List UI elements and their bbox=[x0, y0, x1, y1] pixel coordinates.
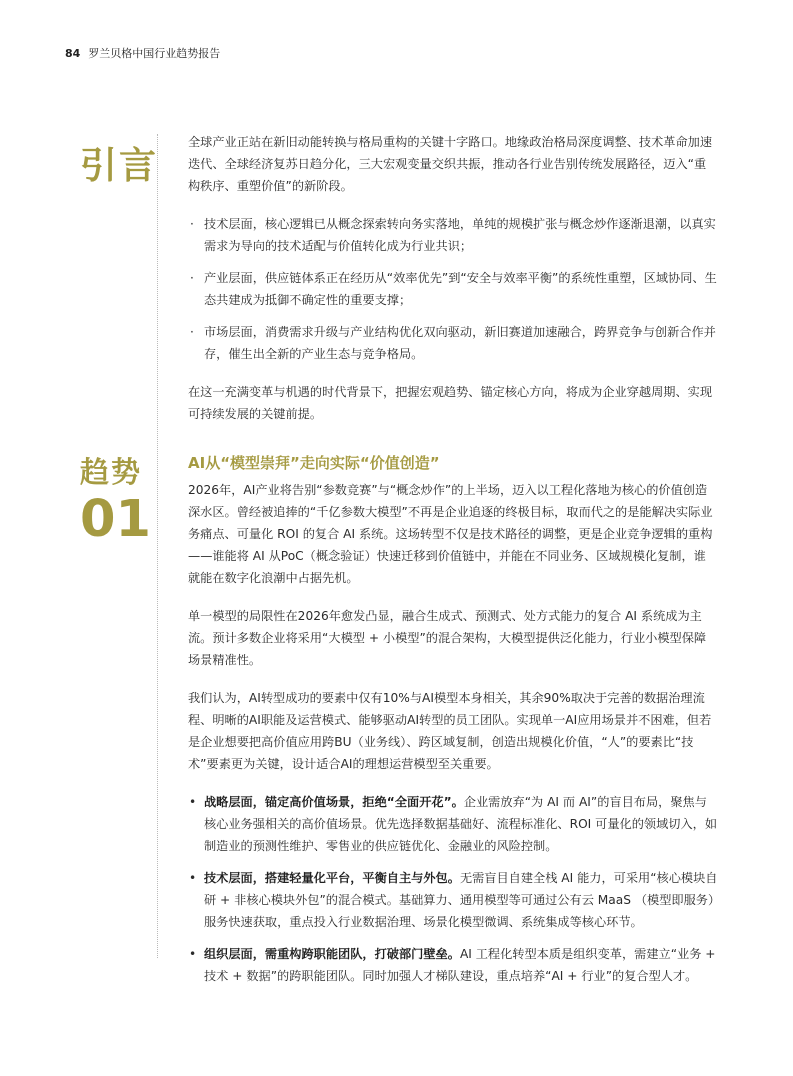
trend-bullet-lead: 战略层面，锚定高价值场景，拒绝“全面开花”。 bbox=[204, 795, 464, 809]
vertical-divider bbox=[157, 134, 158, 958]
intro-bullet-list bbox=[188, 213, 718, 365]
trend-paragraph-2: 单一模型的局限性在2026年愈发凸显，融合生成式、预测式、处方式能力的复合 AI 系统成为主流。预计多数企业将采用“大模型 + 小模型”的混合架构，大模型提供泛化能力，行业小模型保障场景精准性。 bbox=[188, 609, 707, 667]
trend-section bbox=[188, 479, 718, 987]
trend-bullet-text: 无需盲目自建全栈 AI 能力，可采用“核心模块自研 + 非核心模块外包”的混合模式。基础算力、通用模型等可通过公有云 MaaS （模型即服务）服务快速获取，重点投入行业数据治理、场景化模型微调、系统集成等核心环节。 bbox=[204, 871, 718, 929]
trend-heading: AI从“模型崇拜”走向实际“价值创造” bbox=[188, 454, 440, 472]
trend-bullet bbox=[188, 867, 718, 933]
intro-paragraph-2: 在这一充满变革与机遇的时代背景下，把握宏观趋势、锚定核心方向，将成为企业穿越周期、实现可持续发展的关键前提。 bbox=[188, 385, 713, 421]
report-title: 罗兰贝格中国行业趋势报告 bbox=[88, 47, 221, 60]
trend-bullet-list bbox=[188, 791, 718, 987]
intro-paragraph-1: 全球产业正站在新旧动能转换与格局重构的关键十字路口。地缘政治格局深度调整、技术革命加速迭代、全球经济复苏日趋分化，三大宏观变量交织共振，推动各行业告别传统发展路径，迈入“重构秩序、重塑价值”的新阶段。 bbox=[188, 135, 713, 193]
trend-paragraph-1: 2026年，AI产业将告别“参数竞赛”与“概念炒作”的上半场，迈入以工程化落地为核心的价值创造深水区。曾经被追捧的“千亿参数大模型”不再是企业追逐的终极目标，取而代之的是能解决实际业务痛点、可量化 ROI 的复合 AI 系统。这场转型不仅是技术路径的调整，更是企业竞争逻辑的重构 ——谁能将 AI 从PoC（概念验证）快速迁移到价值链中，并能在不同业务、区域规模化复制，谁就能在数字化浪潮中占据先机。 bbox=[188, 483, 713, 585]
intro-bullet: · 产业层面，供应链体系正在经历从“效率优先”到“安全与效率平衡”的系统性重塑，区域协同、生态共建成为抵御不确定性的重要支撑； bbox=[188, 267, 718, 311]
trend-label: 趋势 bbox=[80, 455, 143, 489]
intro-section bbox=[188, 131, 718, 425]
trend-bullet bbox=[188, 943, 718, 987]
trend-number: 01 bbox=[80, 490, 151, 549]
trend-bullet-lead: 组织层面，需重构跨职能团队，打破部门壁垒。 bbox=[204, 947, 460, 961]
page-number: 84 bbox=[65, 47, 81, 60]
trend-bullet-text: AI 工程化转型本质是组织变革，需建立“业务 + 技术 + 数据”的跨职能团队。同时加强人才梯队建设，重点培养“AI + 行业”的复合型人才。 bbox=[204, 947, 716, 983]
trend-marker bbox=[80, 450, 150, 547]
intro-bullet: · 技术层面，核心逻辑已从概念探索转向务实落地，单纯的规模扩张与概念炒作逐渐退潮，以真实需求为导向的技术适配与价值转化成为行业共识； bbox=[188, 213, 718, 257]
page-header bbox=[65, 45, 220, 61]
intro-bullet: · 市场层面，消费需求升级与产业结构优化双向驱动，新旧赛道加速融合，跨界竞争与创新合作并存，催生出全新的产业生态与竞争格局。 bbox=[188, 321, 718, 365]
trend-bullet bbox=[188, 791, 718, 857]
trend-bullet-text: 企业需放弃“为 AI 而 AI”的盲目布局，聚焦与核心业务强相关的高价值场景。优先选择数据基础好、流程标准化、ROI 可量化的领域切入，如制造业的预测性维护、零售业的供应链优化、金融业的风险控制。 bbox=[204, 795, 718, 853]
trend-bullet-lead: 技术层面，搭建轻量化平台，平衡自主与外包。 bbox=[204, 871, 460, 885]
trend-paragraph-3: 我们认为，AI转型成功的要素中仅有10%与AI模型本身相关，其余90%取决于完善的数据治理流程、明晰的AI职能及运营模式、能够驱动AI转型的员工团队。实现单一AI应用场景并不困难，但若是企业想要把高价值应用跨BU（业务线）、跨区域复制，创造出规模化价值，“人”的要素比“技术”要素更为关键，设计适合AI的理想运营模型至关重要。 bbox=[188, 691, 712, 771]
intro-title: 引言 bbox=[80, 144, 158, 187]
